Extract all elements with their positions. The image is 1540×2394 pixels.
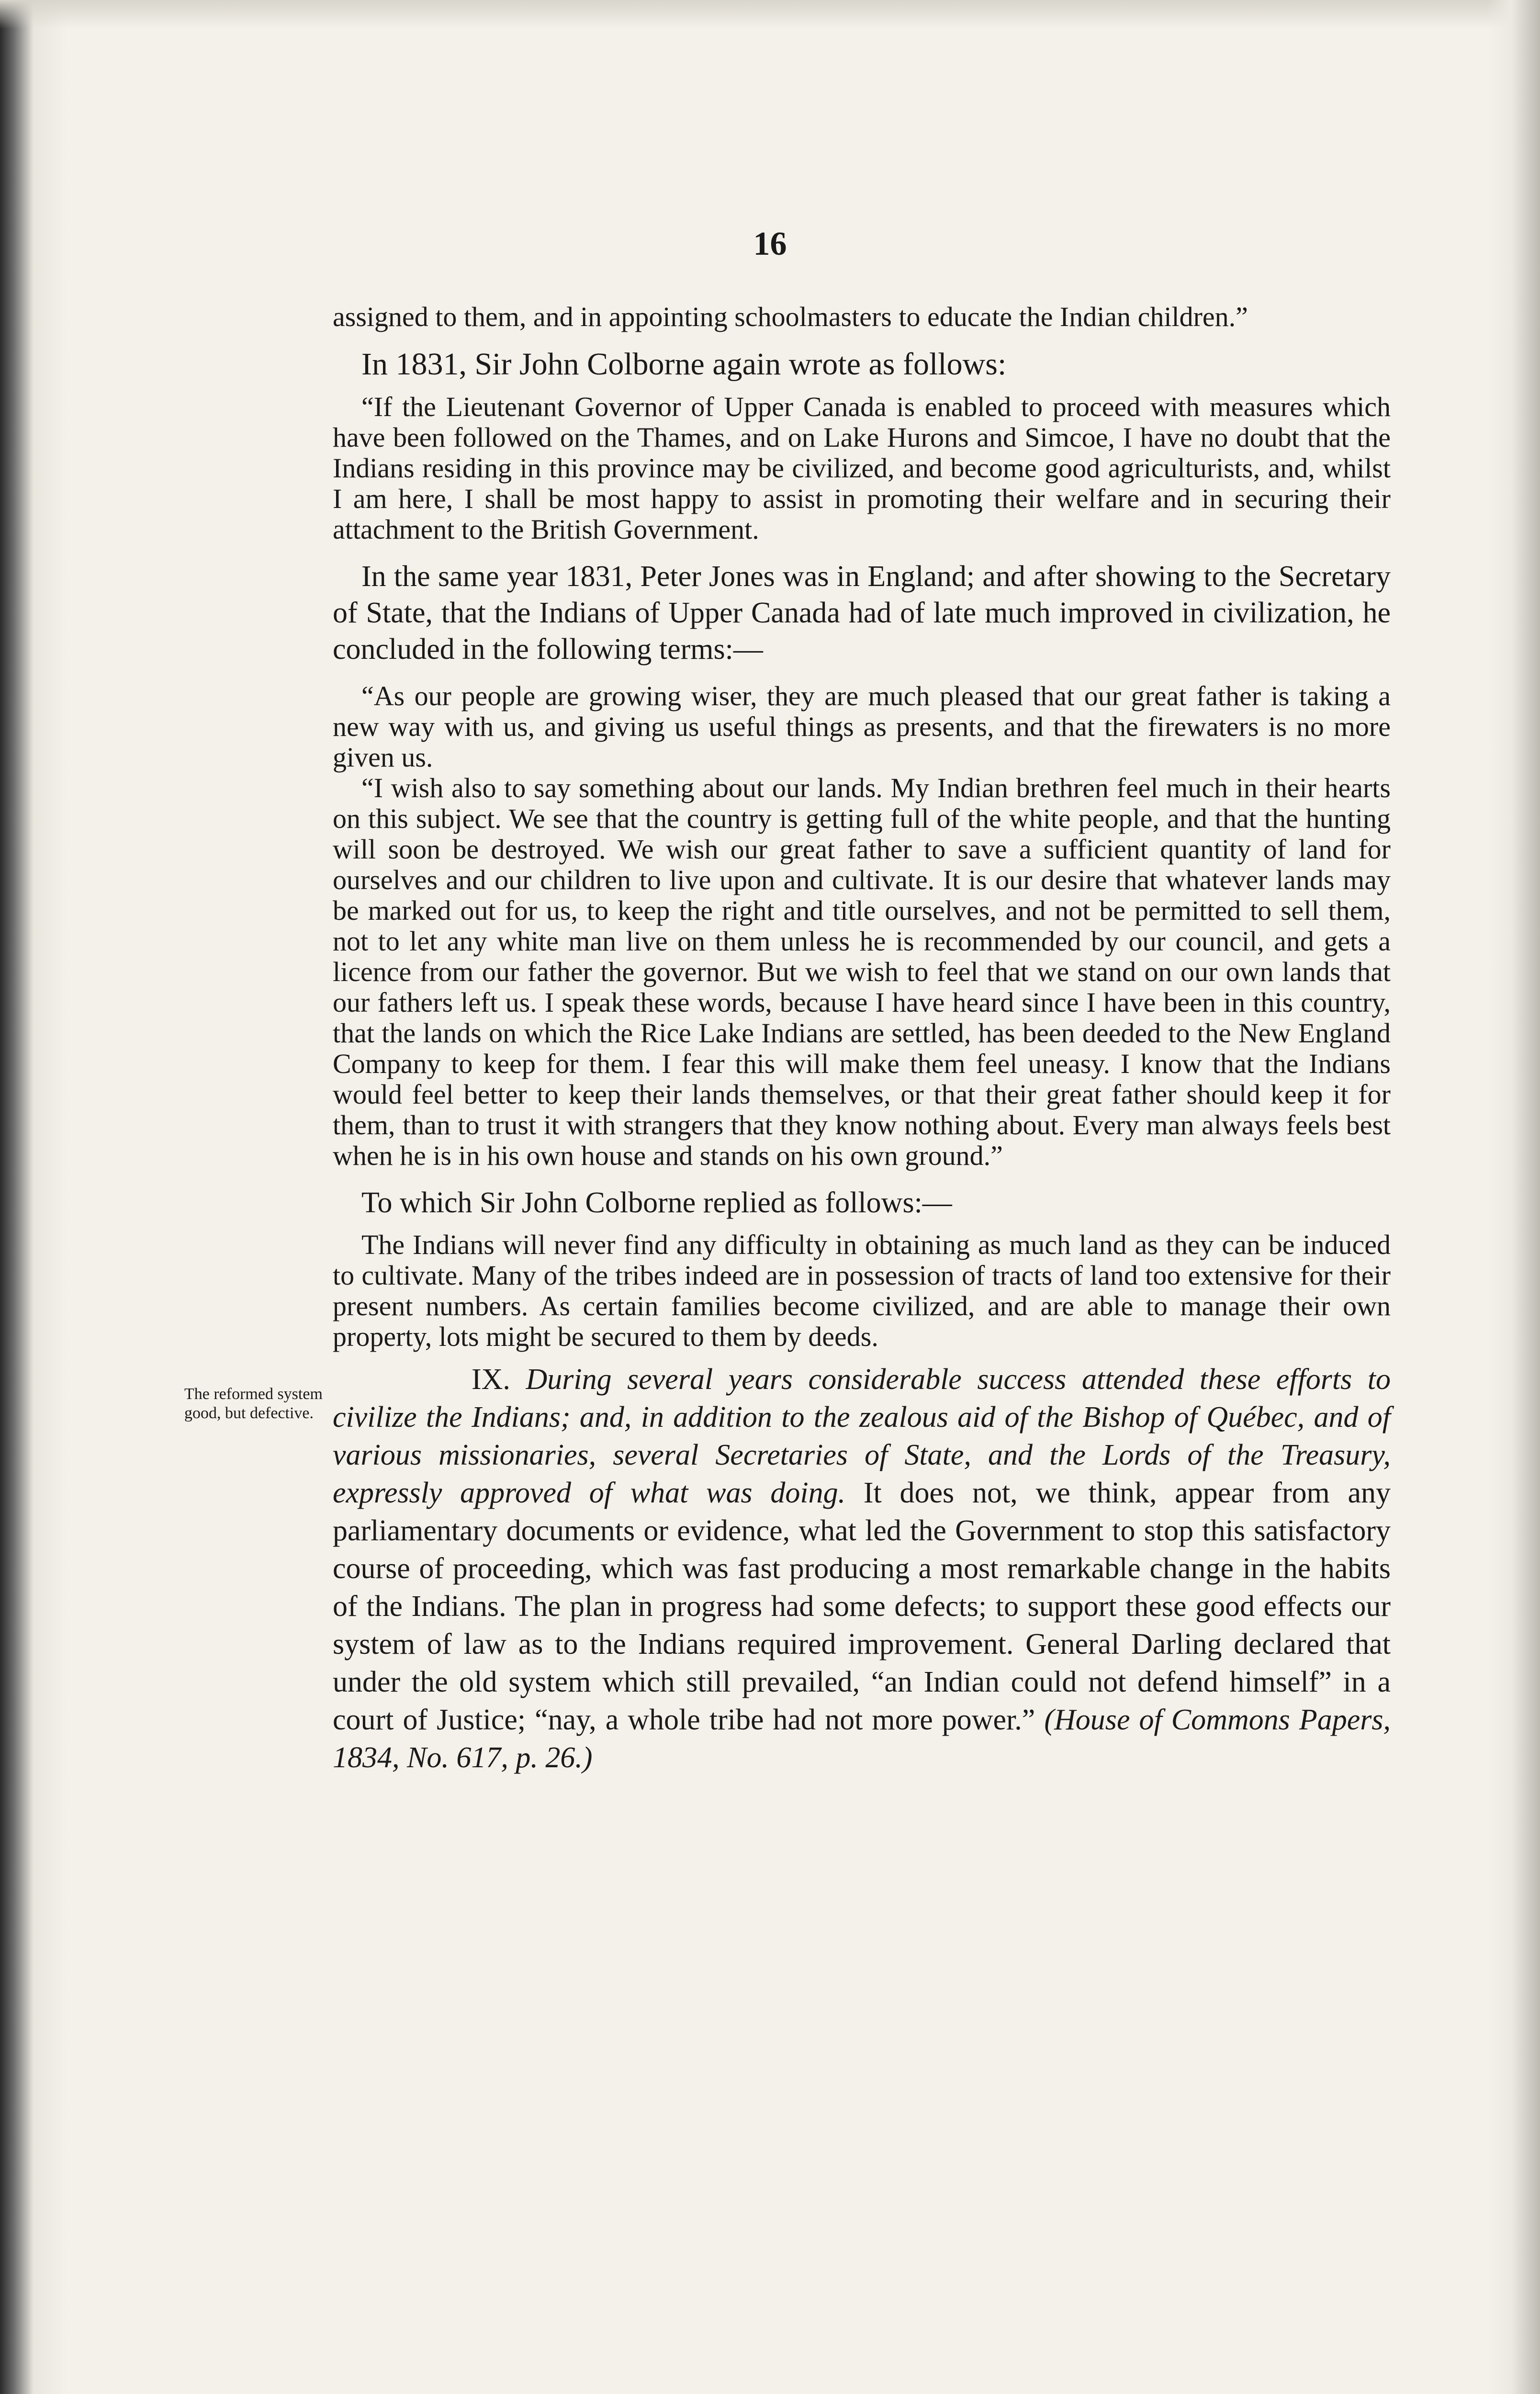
paragraph-continuation: assigned to them, and in appointing schoolmasters to educate the Indian children.”	[333, 301, 1248, 332]
page-right-edge	[1487, 0, 1540, 2394]
paragraph-colborne-reply-intro: To which Sir John Colborne replied as follows:—	[361, 1186, 952, 1219]
quote-peter-jones-1: “As our people are growing wiser, they are much pleased that our great father is taking a new way with us, and giving us useful things as presents, and that the firewaters is no more given us.	[333, 680, 1391, 773]
page-number: 16	[753, 226, 787, 262]
section-italic-text: During several years considerable success attended these efforts to civilize the Indians; and, in addition to the zealous aid of the Bishop of Québec, and of various missionaries, several Secretaries of State, and the Lords of the Treasury, expressly approved of what was doing.	[333, 1363, 1391, 1509]
paragraph-colborne-reply: The Indians will never find any difficulty in obtaining as much land as they can be induced to cultivate. Many of the tribes indeed are in possession of tracts of land too extensive for their present numbers. As certain families become civilized, and are able to manage their own property, lots might be secured to them by deeds.	[333, 1229, 1391, 1352]
section-numeral: IX.	[472, 1363, 510, 1396]
colborne-intro-text: In 1831, Sir John Colborne again wrote as follows:	[361, 347, 1007, 382]
paragraph-colborne-intro	[333, 346, 1391, 383]
section-ix	[184, 1361, 1391, 1777]
page-top-edge	[0, 0, 1540, 29]
section-roman-text: It does not, we think, appear from any parliamentary documents or evidence, what led the Government to stop this satisfactory course of proceeding, which was fast producing a most remarkable change in the habits of the Indians. The plan in progress had some defects; to support these good effects our system of law as to the Indians required improvement. General Darling declared that under the old system which still prevailed, “an Indian could not defend himself” in a court of Justice; “nay, a whole tribe had not more power.”	[333, 1477, 1391, 1736]
marginal-note: The reformed system good, but defective.	[184, 1385, 323, 1422]
section-ix-text	[333, 1361, 1391, 1777]
quote-peter-jones-2: “I wish also to say something about our lands. My Indian brethren feel much in their hearts on this subject. We see that the country is getting full of the white people, and that the hunting will soon be destroyed. We wish our great father to save a sufficient quantity of land for ourselves and our children to live upon and cultivate. It is our desire that whatever lands may be marked out for us, to keep the right and title ourselves, and not be permitted to sell them, not to let any white man live on them unless he is recommended by our council, and gets a licence from our father the governor. But we wish to feel that we stand on our own lands that our fathers left us. I speak these words, because I have heard since I have been in this country, that the lands on which the Rice Lake Indians are settled, has been deeded to the New England Company to keep for them. I fear this will make them feel uneasy. I know that the Indians would feel better to keep their lands themselves, or that their great father should keep it for them, than to trust it with strangers that they know nothing about. Every man always feels best when he is in his own house and stands on his own ground.”	[333, 772, 1391, 1171]
paragraph-peter-jones: In the same year 1831, Peter Jones was in England; and after showing to the Secretary of State, that the Indians of Upper Canada had of late much improved in civilization, he concluded in the following terms:—	[333, 560, 1391, 666]
page-body	[184, 301, 1391, 1777]
section-citation: (House of Commons Papers, 1834, No. 617, p. 26.)	[333, 1704, 1391, 1774]
quote-colborne: “If the Lieutenant Governor of Upper Canada is enabled to proceed with measures which have been followed on the Thames, and on Lake Hurons and Simcoe, I have no doubt that the Indians residing in this province may be civilized, and become good agriculturists, and, whilst I am here, I shall be most happy to assist in promoting their welfare and in securing their attachment to the British Government.	[333, 391, 1391, 545]
